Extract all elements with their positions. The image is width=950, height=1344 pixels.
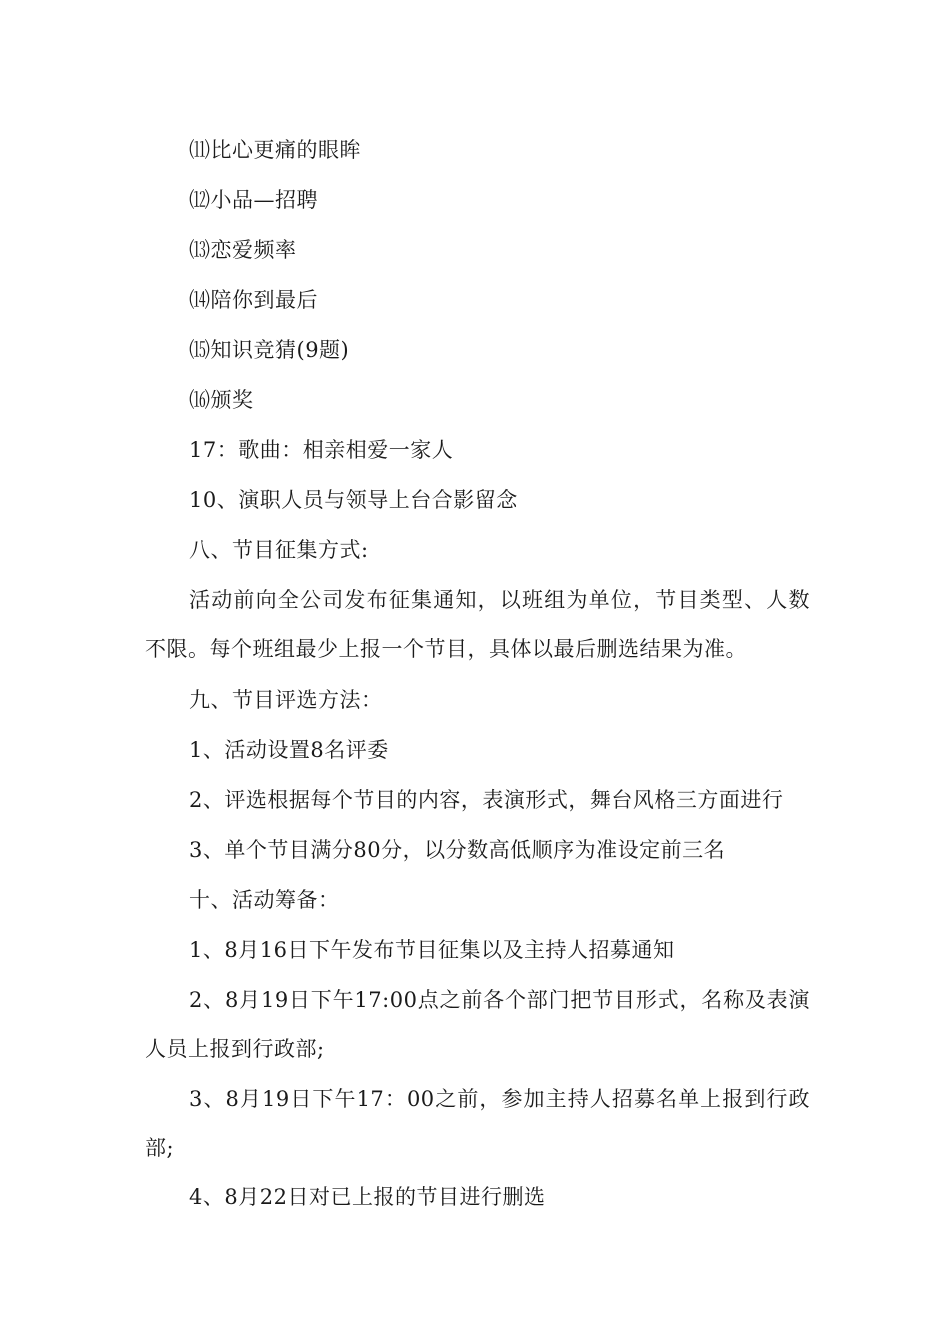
- program-item-17: 17：歌曲：相亲相爱一家人: [189, 438, 454, 462]
- section-9-item-1: 1、活动设置8名评委: [189, 738, 389, 762]
- program-item-13: ⒀恋爱频率: [189, 238, 297, 262]
- section-heading-9: 九、节目评选方法：: [189, 688, 383, 712]
- program-item-11: ⑾比心更痛的眼眸: [189, 138, 361, 162]
- section-10-item-4: 4、8月22日对已上报的节目进行删选: [189, 1185, 546, 1209]
- section-9-item-2: 2、评选根据每个节目的内容，表演形式，舞台风格三方面进行: [189, 788, 784, 812]
- section-heading-8: 八、节目征集方式:: [189, 538, 369, 562]
- section-7-item-10: 10、演职人员与领导上台合影留念: [189, 488, 518, 512]
- section-10-item-3: 3、8月19日下午17：00之前，参加主持人招募名单上报到行政部;: [145, 1087, 810, 1160]
- program-item-12: ⑿小品—招聘: [189, 188, 318, 212]
- section-8-body: 活动前向全公司发布征集通知，以班组为单位，节目类型、人数不限。每个班组最少上报一个节目，具体以最后删选结果为准。: [145, 588, 810, 661]
- section-10-item-2: 2、8月19日下午17:00点之前各个部门把节目形式，名称及表演人员上报到行政部;: [145, 988, 810, 1061]
- program-item-15: ⒂知识竞猜(9题): [189, 338, 350, 362]
- program-item-14: ⒁陪你到最后: [189, 288, 318, 312]
- section-heading-10: 十、活动筹备：: [189, 888, 340, 912]
- section-10-item-1: 1、8月16日下午发布节目征集以及主持人招募通知: [189, 938, 675, 962]
- section-9-item-3: 3、单个节目满分80分，以分数高低顺序为准设定前三名: [189, 838, 726, 862]
- program-item-16: ⒃颁奖: [189, 388, 254, 412]
